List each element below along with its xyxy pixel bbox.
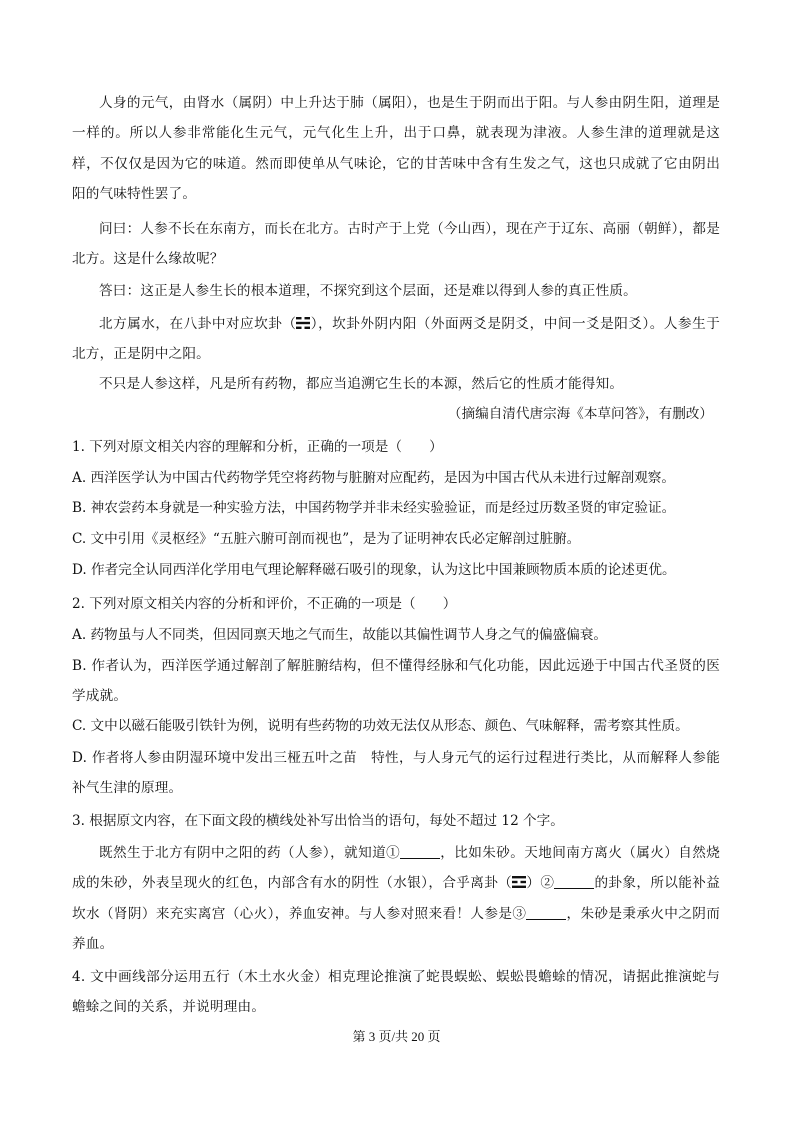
question-2-option-d: D. 作者将人参由阴湿环境中发出三桠五叶之苗 特性，与人身元气的运行过程进行类比，从而解释人参能补气生津的原理。 [72,750,720,797]
q3-text-2: ，比如朱砂。天地间南方离火（属火）自然烧成的朱砂，外表呈现火的红色，内部含有水的阴性（水银），合乎离卦（ [72,845,720,892]
passage-paragraph-3: 答曰：这正是人参生长的根本道理，不探究到这个层面，还是难以得到人参的真正性质。 [99,283,637,299]
passage-paragraph-4 [72,309,720,370]
blank-marker-1: ① [386,845,401,861]
li-trigram-icon [512,876,526,888]
question-2-stem: 2. 下列对原文相关内容的分析和评价，不正确的一项是（ ） [72,596,457,612]
kan-trigram-icon [296,317,310,329]
passage-paragraph-2: 问曰：人参不长在东南方，而长在北方。古时产于上党（今山西），现在产于辽东、高丽（朝鲜），都是北方。这是什么缘故呢？ [72,221,720,268]
answer-blank-1[interactable] [400,844,440,859]
question-2-option-c: C. 文中以磁石能吸引铁针为例，说明有些药物的功效无法仅从形态、颜色、气味解释，需考察其性质。 [72,718,689,734]
question-1-option-d: D. 作者完全认同西洋化学用电气理论解释磁石吸引的现象，认为这比中国兼顾物质本质的论述更优。 [72,562,676,578]
question-1-option-a: A. 西洋医学认为中国古代药物学凭空将药物与脏腑对应配药，是因为中国古代从未进行过解剖观察。 [72,470,675,486]
source-citation: （摘编自清代唐宗海《本草问答》，有删改） [447,406,713,422]
q3-text-1: 既然生于北方有阴中之阳的药（人参），就知道 [99,845,387,861]
question-1-option-b: B. 神农尝药本身就是一种实验方法，中国药物学并非未经实验验证，而是经过历数圣贤的审定验证。 [72,500,676,516]
question-1-stem: 1. 下列对原文相关内容的理解和分析，正确的一项是（ ） [72,439,443,455]
q3-text-5: ，朱砂是秉承火中之阴而养血。 [72,905,721,953]
question-3-passage [72,838,720,960]
paragraph-4-text-b: ），坎卦外阴内阳（外面两爻是阴爻，中间一爻是阳爻）。人参生于北方，正是阴中之阳。 [72,316,720,363]
paragraph-4-text-a: 北方属水，在八卦中对应坎卦（ [99,316,297,332]
page-footer: 第 3 页/共 20 页 [352,1029,441,1044]
passage-paragraph-1: 人身的元气，由肾水（属阴）中上升达于肺（属阳），也是生于阴而出于阳。与人参由阴生阳，道理是一样的。所以人参非常能化生元气，元气化生上升，出于口鼻，就表现为津液。人参生津的道理就是这样，不仅仅是因为它的味道。然而即使单从气味论，它的甘苦味中含有生发之气，这也只成就了它由阴出阳的气味特性罢了。 [72,95,720,203]
question-4-stem: 4. 文中画线部分运用五行（木土水火金）相克理论推演了蛇畏蜈蚣、蜈蚣畏蟾蜍的情况，请据此推演蛇与蟾蜍之间的关系，并说明理由。 [72,969,720,1016]
question-2-option-a: A. 药物虽与人不同类，但因同禀天地之气而生，故能以其偏性调节人身之气的偏盛偏衰。 [72,627,608,643]
question-1-option-c: C. 文中引用《灵枢经》“五脏六腑可剖而视也”，是为了证明神农氏必定解剖过脏腑。 [72,531,581,547]
question-3-stem: 3. 根据原文内容，在下面文段的横线处补写出恰当的语句，每处不超过 12 个字。 [72,813,564,829]
answer-blank-2[interactable] [554,874,594,889]
passage-paragraph-5: 不只是人参这样，凡是所有药物，都应当追溯它生长的本源，然后它的性质才能得知。 [99,376,624,392]
q3-text-3: ） [526,875,541,892]
blank-marker-2: ② [540,875,555,892]
blank-marker-3: ③ [512,905,527,922]
answer-blank-3[interactable] [526,905,566,920]
q3-text-4: 的卦象，所以能补益坎水（肾阴）来充实离宫（心火），养血安神。与人参对照来看！人参是 [72,875,720,922]
question-2-option-b: B. 作者认为，西洋医学通过解剖了解脏腑结构，但不懂得经脉和气化功能，因此远逊于中国古代圣贤的医学成就。 [72,658,720,705]
